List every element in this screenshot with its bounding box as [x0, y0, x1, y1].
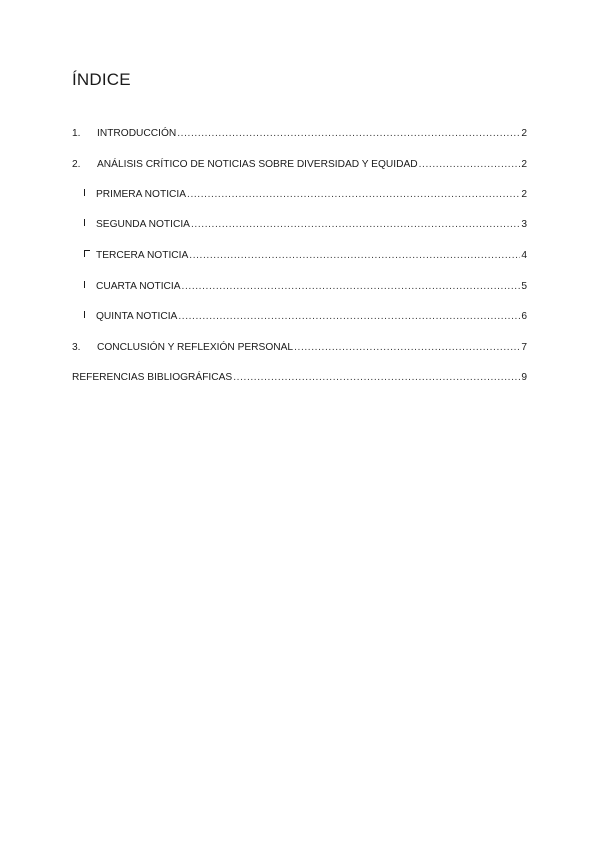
toc-leader-dots	[189, 250, 520, 262]
toc-entry-page: 7	[521, 342, 527, 353]
bullet-bar-icon	[72, 219, 96, 231]
toc-entry-page: 4	[521, 250, 527, 261]
toc-entry-label: TERCERA NOTICIA	[96, 250, 189, 261]
toc-entry-referencias[interactable]	[72, 370, 527, 384]
toc-leader-dots	[419, 159, 521, 171]
toc-entry-label: QUINTA NOTICIA	[96, 311, 178, 322]
toc-entry-label: PRIMERA NOTICIA	[96, 189, 187, 200]
toc-entry-introduccion[interactable]	[72, 126, 527, 140]
toc-entry-page: 6	[521, 311, 527, 322]
toc-entry-label: REFERENCIAS BIBLIOGRÁFICAS	[72, 372, 233, 383]
toc-entry-page: 2	[521, 128, 527, 139]
toc-entry-analisis-critico[interactable]	[72, 157, 527, 171]
toc-leader-dots	[191, 219, 520, 231]
toc-entry-quinta-noticia[interactable]	[72, 309, 527, 323]
toc-entry-number: 3.	[72, 342, 81, 353]
toc-entry-page: 3	[521, 219, 527, 230]
bullet-bar-icon	[72, 189, 96, 201]
toc-leader-dots	[177, 128, 520, 140]
toc-entry-conclusion[interactable]	[72, 340, 527, 354]
toc-leader-dots	[182, 281, 521, 293]
toc-leader-dots	[294, 342, 520, 354]
toc-entry-cuarta-noticia[interactable]	[72, 279, 527, 293]
toc-entry-page: 2	[521, 189, 527, 200]
toc-entry-segunda-noticia[interactable]	[72, 217, 527, 231]
bullet-bar-icon	[72, 311, 96, 323]
toc-entry-number: 2.	[72, 159, 81, 170]
toc-entry-page: 2	[521, 159, 527, 170]
toc-entry-primera-noticia[interactable]	[72, 187, 527, 201]
toc-entry-number: 1.	[72, 128, 81, 139]
toc-entry-label: ANÁLISIS CRÍTICO DE NOTICIAS SOBRE DIVERSIDAD Y EQUIDAD	[97, 159, 418, 170]
toc-entry-label: CUARTA NOTICIA	[96, 281, 181, 292]
bullet-corner-icon	[72, 250, 96, 262]
toc-entry-page: 9	[521, 372, 527, 383]
toc-title: ÍNDICE	[72, 70, 131, 89]
toc-entry-label: INTRODUCCIÓN	[97, 128, 177, 139]
toc-entry-page: 5	[521, 281, 527, 292]
toc-leader-dots	[187, 189, 520, 201]
toc-entry-label: SEGUNDA NOTICIA	[96, 219, 190, 230]
bullet-bar-icon	[72, 281, 96, 293]
toc-entry-tercera-noticia[interactable]	[72, 248, 527, 262]
toc-leader-dots	[178, 311, 520, 323]
toc-leader-dots	[233, 372, 520, 384]
toc-entry-label: CONCLUSIÓN Y REFLEXIÓN PERSONAL	[97, 342, 294, 353]
